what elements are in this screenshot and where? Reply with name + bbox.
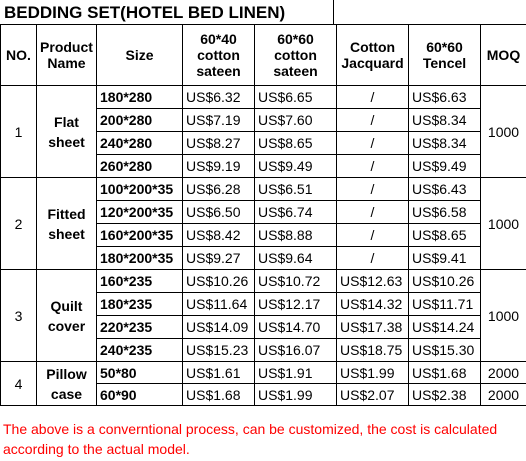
price-cell: /: [337, 155, 409, 178]
price-cell: US$6.32: [183, 86, 255, 109]
price-cell: US$8.42: [183, 224, 255, 247]
price-cell: US$12.63: [337, 270, 409, 293]
size-cell: 60*90: [97, 384, 183, 406]
moq-cell: 2000: [481, 362, 526, 384]
price-cell: US$9.19: [183, 155, 255, 178]
price-cell: US$8.65: [255, 132, 337, 155]
price-cell: US$18.75: [337, 339, 409, 362]
header-product-name: Product Name: [37, 25, 97, 86]
price-cell: US$1.99: [255, 384, 337, 406]
price-cell: US$6.50: [183, 201, 255, 224]
price-cell: US$6.74: [255, 201, 337, 224]
price-cell: /: [337, 201, 409, 224]
size-cell: 200*280: [97, 109, 183, 132]
size-cell: 50*80: [97, 362, 183, 384]
price-cell: US$16.07: [255, 339, 337, 362]
table-row: [1, 270, 526, 293]
price-cell: US$15.23: [183, 339, 255, 362]
size-cell: 240*235: [97, 339, 183, 362]
moq-cell: 1000: [481, 178, 526, 270]
product-name: Flat sheet: [37, 86, 97, 178]
header-60x40-cotton-sateen: 60*40 cotton sateen: [183, 25, 255, 86]
price-cell: US$8.27: [183, 132, 255, 155]
group-no: 4: [1, 362, 37, 406]
size-cell: 180*280: [97, 86, 183, 109]
size-cell: 220*235: [97, 316, 183, 339]
header-no: NO.: [1, 25, 37, 86]
price-table: [0, 24, 526, 406]
price-cell: US$6.63: [409, 86, 481, 109]
price-cell: US$1.61: [183, 362, 255, 384]
price-cell: US$10.26: [409, 270, 481, 293]
price-cell: US$10.26: [183, 270, 255, 293]
price-cell: US$7.60: [255, 109, 337, 132]
size-cell: 240*280: [97, 132, 183, 155]
price-cell: US$8.65: [409, 224, 481, 247]
price-cell: US$11.64: [183, 293, 255, 316]
price-cell: US$1.68: [409, 362, 481, 384]
price-cell: US$1.99: [337, 362, 409, 384]
price-cell: US$9.27: [183, 247, 255, 270]
price-cell: US$6.58: [409, 201, 481, 224]
size-cell: 180*200*35: [97, 247, 183, 270]
price-cell: US$7.19: [183, 109, 255, 132]
price-cell: US$1.91: [255, 362, 337, 384]
price-cell: US$6.51: [255, 178, 337, 201]
price-cell: US$2.38: [409, 384, 481, 406]
page-title: BEDDING SET(HOTEL BED LINEN): [4, 3, 286, 22]
header-moq: MOQ: [481, 25, 526, 86]
price-cell: US$9.49: [255, 155, 337, 178]
price-cell: US$12.17: [255, 293, 337, 316]
footnote: The above is a converntional process, can be customized, the cost is calculated according to the actual model.: [3, 421, 498, 457]
price-cell: US$6.43: [409, 178, 481, 201]
price-cell: /: [337, 178, 409, 201]
price-cell: US$14.09: [183, 316, 255, 339]
group-no: 2: [1, 178, 37, 270]
price-cell: /: [337, 86, 409, 109]
price-cell: US$8.88: [255, 224, 337, 247]
table-row: [1, 86, 526, 109]
table-row: [1, 178, 526, 201]
price-cell: US$8.34: [409, 109, 481, 132]
product-name: Pillow case: [37, 362, 97, 406]
price-cell: US$9.49: [409, 155, 481, 178]
header-cotton-jacquard: Cotton Jacquard: [337, 25, 409, 86]
product-name: Fitted sheet: [37, 178, 97, 270]
price-cell: US$15.30: [409, 339, 481, 362]
moq-cell: 1000: [481, 270, 526, 362]
header-row: [1, 25, 526, 86]
price-cell: /: [337, 132, 409, 155]
header-size: Size: [97, 25, 183, 86]
price-cell: US$1.68: [183, 384, 255, 406]
price-cell: /: [337, 109, 409, 132]
price-cell: US$17.38: [337, 316, 409, 339]
price-cell: US$8.34: [409, 132, 481, 155]
size-cell: 180*235: [97, 293, 183, 316]
price-cell: /: [337, 247, 409, 270]
group-no: 1: [1, 86, 37, 178]
size-cell: 160*235: [97, 270, 183, 293]
price-cell: US$14.32: [337, 293, 409, 316]
header-60x60-cotton-sateen: 60*60 cotton sateen: [255, 25, 337, 86]
price-cell: US$9.41: [409, 247, 481, 270]
table-row: [1, 362, 526, 384]
price-cell: US$10.72: [255, 270, 337, 293]
price-cell: US$6.28: [183, 178, 255, 201]
price-cell: US$6.65: [255, 86, 337, 109]
price-cell: US$9.64: [255, 247, 337, 270]
price-cell: US$14.70: [255, 316, 337, 339]
size-cell: 100*200*35: [97, 178, 183, 201]
price-cell: US$14.24: [409, 316, 481, 339]
price-cell: US$11.71: [409, 293, 481, 316]
moq-cell: 2000: [481, 384, 526, 406]
header-60x60-tencel: 60*60 Tencel: [409, 25, 481, 86]
size-cell: 120*200*35: [97, 201, 183, 224]
size-cell: 260*280: [97, 155, 183, 178]
product-name: Quilt cover: [37, 270, 97, 362]
size-cell: 160*200*35: [97, 224, 183, 247]
price-cell: /: [337, 224, 409, 247]
group-no: 3: [1, 270, 37, 362]
price-cell: US$2.07: [337, 384, 409, 406]
moq-cell: 1000: [481, 86, 526, 178]
